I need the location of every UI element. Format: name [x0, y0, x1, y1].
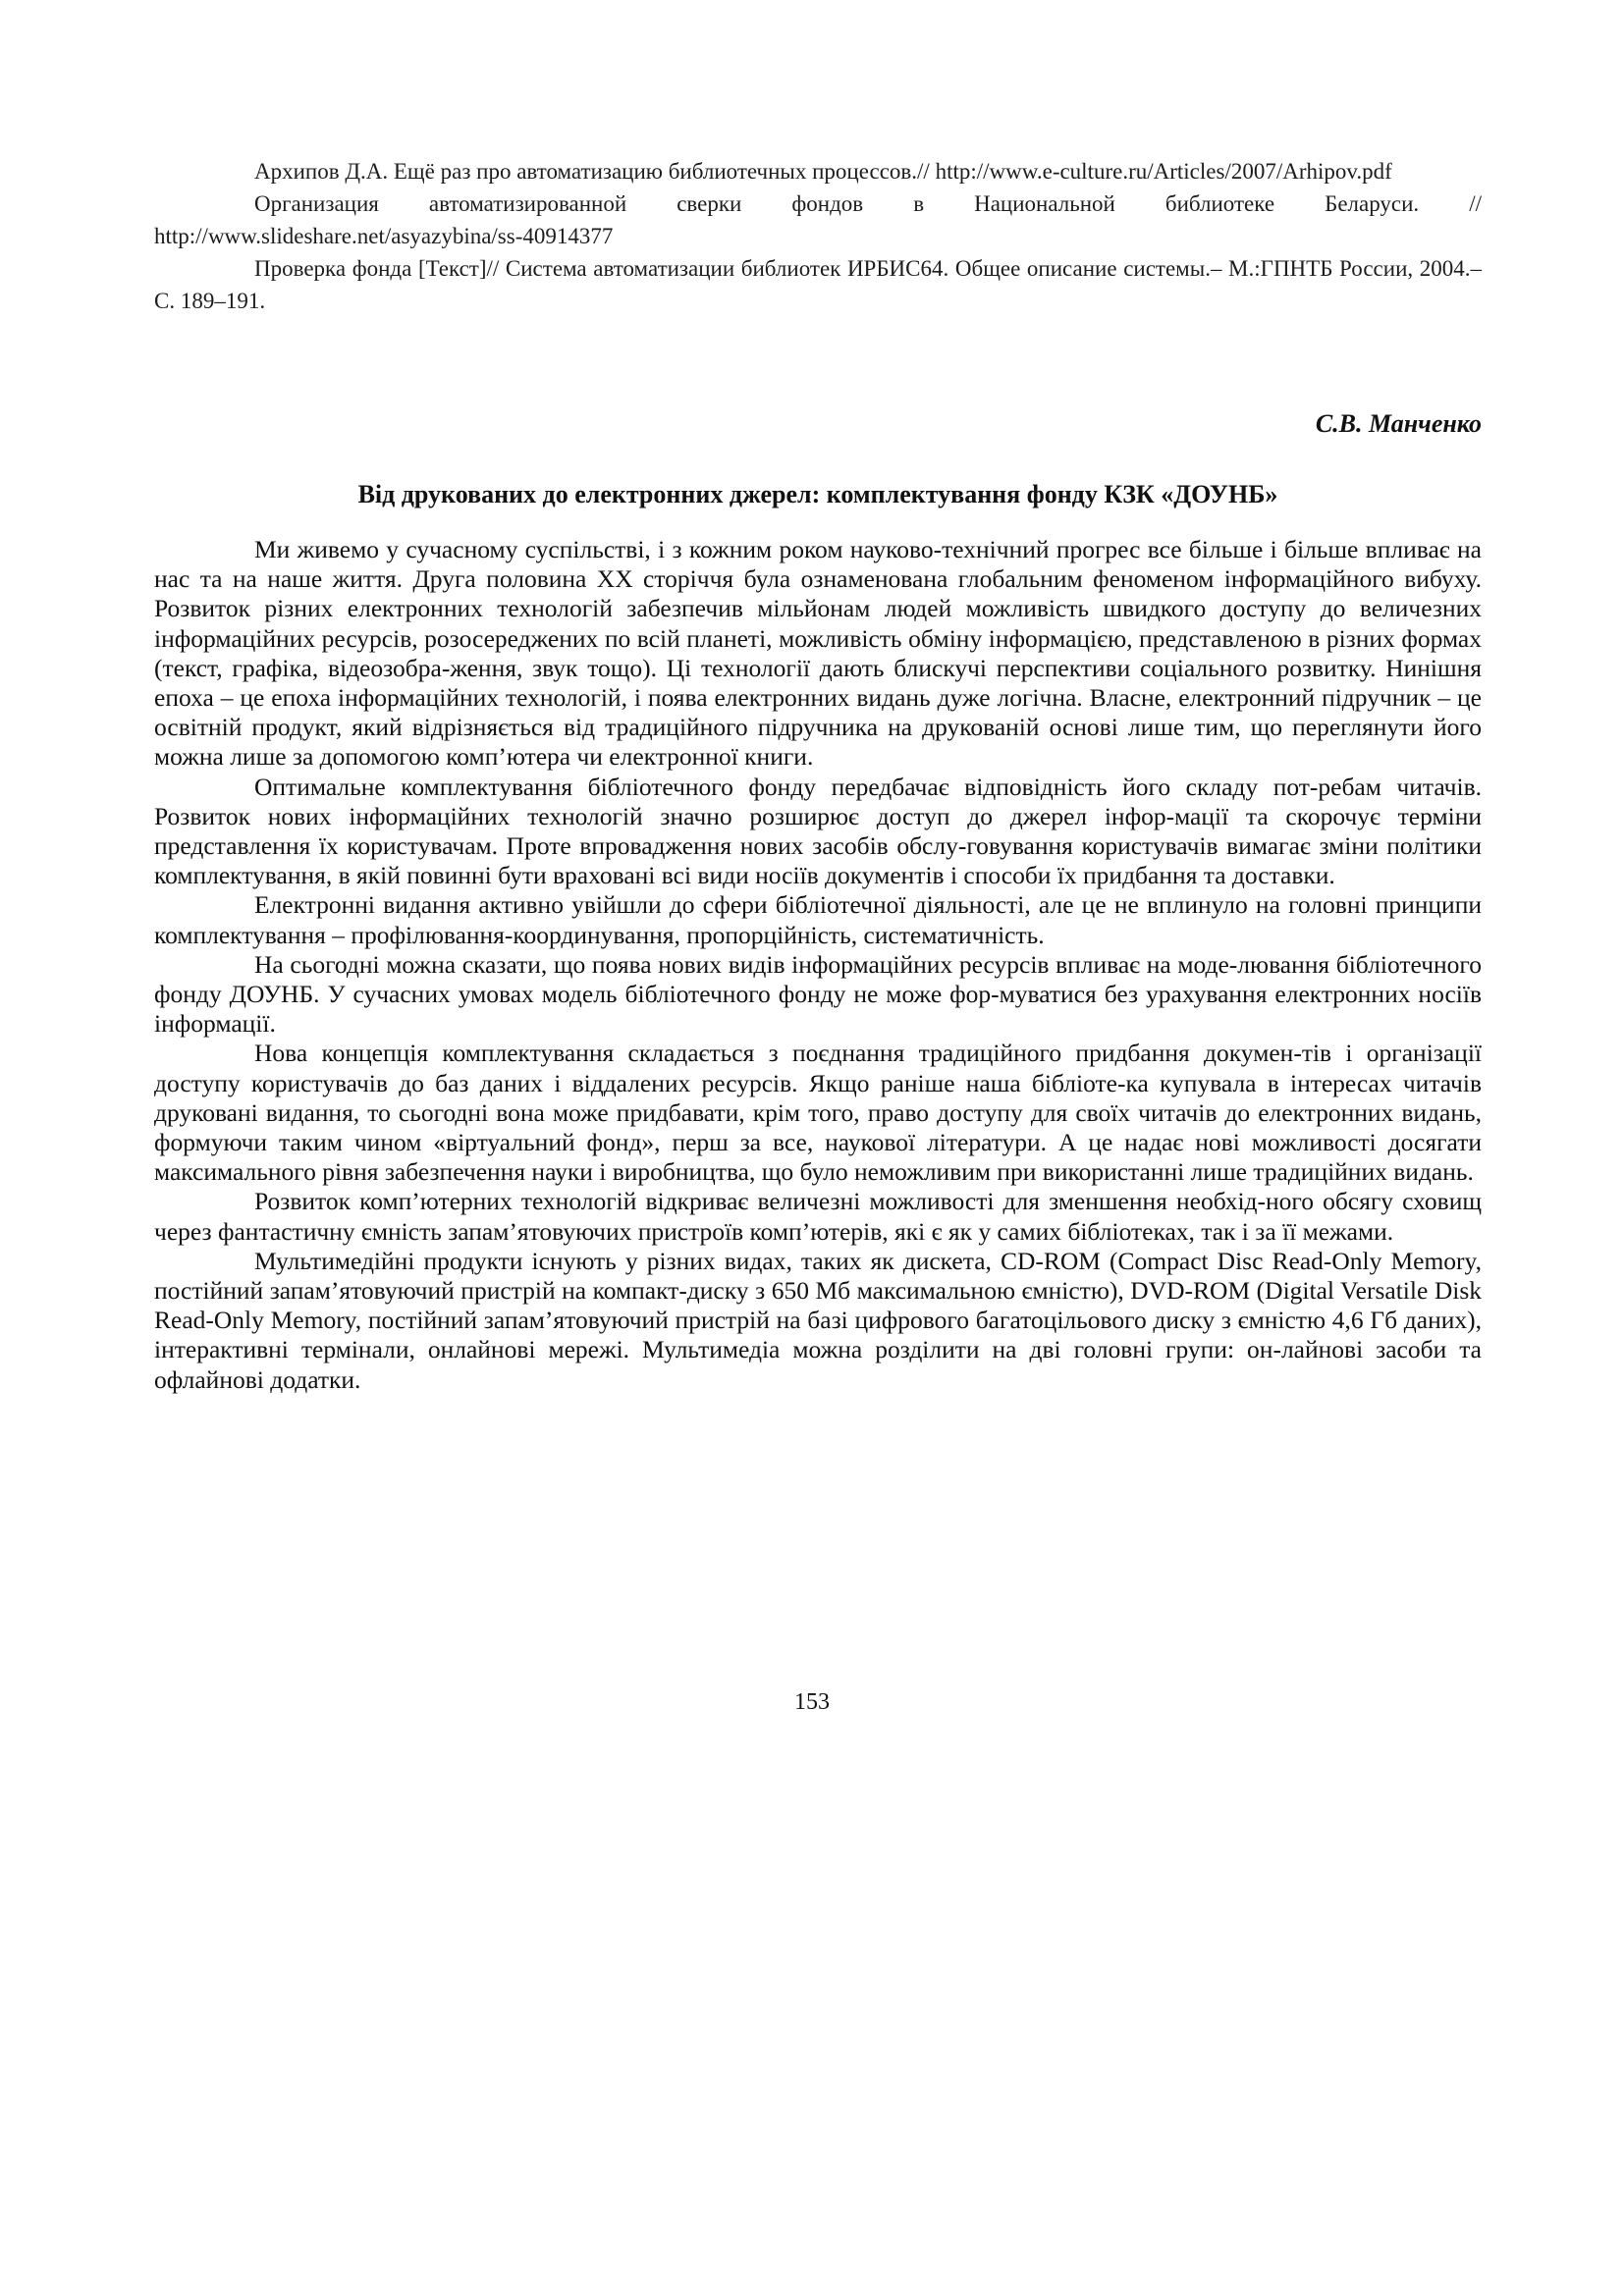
body-paragraph: Оптимальне комплектування бібліотечного фонду передбачає відповідність його складу пот-ребам читачів. Розвиток нових інформаційних технологій значно розширює доступ до джерел інфор-мації та скорочує терміни представлення їх користувачам. Проте впровадження нових засобів обслу-говування користувачів вимагає зміни політики комплектування, в якій повинні бути враховані всі види носіїв документів і способи їх придбання та доставки.	[154, 772, 1482, 890]
article-title: Від друкованих до електронних джерел: комплектування фонду КЗК «ДОУНБ»	[357, 480, 1278, 508]
body-paragraph: Мультимедійні продукти існують у різних видах, таких як дискета, CD-ROM (Compact Disc Read-Only Memory, постійний запам’ятовуючий пристрій на компакт-диску з 650 Мб максимальною ємністю), DVD-ROM (Digital Versatile Disk Read-Only Memory, постійний запам’ятовуючий пристрій на базі цифрового багатоцільового диску з ємністю 4,6 Гб даних), інтерактивні термінали, онлайнові мережі. Мультимедіа можна розділити на дві головні групи: он-лайнові засоби та офлайнові додатки.	[154, 1246, 1482, 1394]
article-body	[154, 535, 1482, 1395]
body-paragraph: На сьогодні можна сказати, що поява нових видів інформаційних ресурсів впливає на моде-лювання бібліотечного фонду ДОУНБ. У сучасних умовах модель бібліотечного фонду не може фор-муватися без урахування електронних носіїв інформації.	[154, 949, 1482, 1039]
reference-list	[154, 155, 1482, 317]
article-author: С.В. Манченко	[1315, 409, 1482, 438]
body-paragraph: Ми живемо у сучасному суспільстві, і з кожним роком науково-технічний прогрес все більше і більше впливає на нас та на наше життя. Друга половина ХХ сторіччя була ознаменована глобальним феноменом інформаційного вибуху. Розвиток різних електронних технологій забезпечив мільйонам людей можливість швидкого доступу до величезних інформаційних ресурсів, розосереджених по всій планеті, можливість обміну інформацією, представленою в різних формах (текст, графіка, відеозобра-ження, звук тощо). Ці технології дають блискучі перспективи соціального розвитку. Нинішня епоха – це епоха інформаційних технологій, і поява електронних видань дуже логічна. Власне, електронний підручник – це освітній продукт, який відрізняється від традиційного підручника на друкованій основі лише тим, що переглянути його можна лише за допомогою комп’ютера чи електронної книги.	[154, 535, 1482, 772]
body-paragraph: Розвиток комп’ютерних технологій відкриває величезні можливості для зменшення необхід-ного обсягу сховищ через фантастичну ємність запам’ятовуючих пристроїв комп’ютерів, які є як у самих бібліотеках, так і за її межами.	[154, 1187, 1482, 1246]
reference-item: Организация автоматизированной сверки фондов в Национальной библиотеке Беларуси. // http://www.slideshare.net/asyazybina/ss-40914377	[154, 191, 1482, 248]
body-paragraph: Електронні видання активно увійшли до сфери бібліотечної діяльності, але це не вплинуло на головні принципи комплектування – профілювання-координування, пропорційність, систематичність.	[154, 890, 1482, 949]
body-paragraph: Нова концепція комплектування складається з поєднання традиційного придбання докумен-тів і організації доступу користувачів до баз даних і віддалених ресурсів. Якщо раніше наша бібліоте-ка купувала в інтересах читачів друковані видання, то сьогодні вона може придбавати, крім того, право доступу для своїх читачів до електронних видань, формуючи таким чином «віртуальний фонд», перш за все, наукової літератури. А це надає нові можливості досягати максимального рівня забезпечення науки і виробництва, що було неможливим при використанні лише традиційних видань.	[154, 1039, 1482, 1187]
reference-item: Проверка фонда [Текст]// Система автоматизации библиотек ИРБИС64. Общее описание системы.– М.:ГПНТБ России, 2004.– С. 189–191.	[154, 256, 1482, 313]
page-number: 153	[794, 1689, 830, 1715]
reference-item: Архипов Д.А. Ещё раз про автоматизацию библиотечных процессов.// http://www.e-culture.ru/Articles/2007/Arhipov.pdf	[254, 159, 1392, 184]
